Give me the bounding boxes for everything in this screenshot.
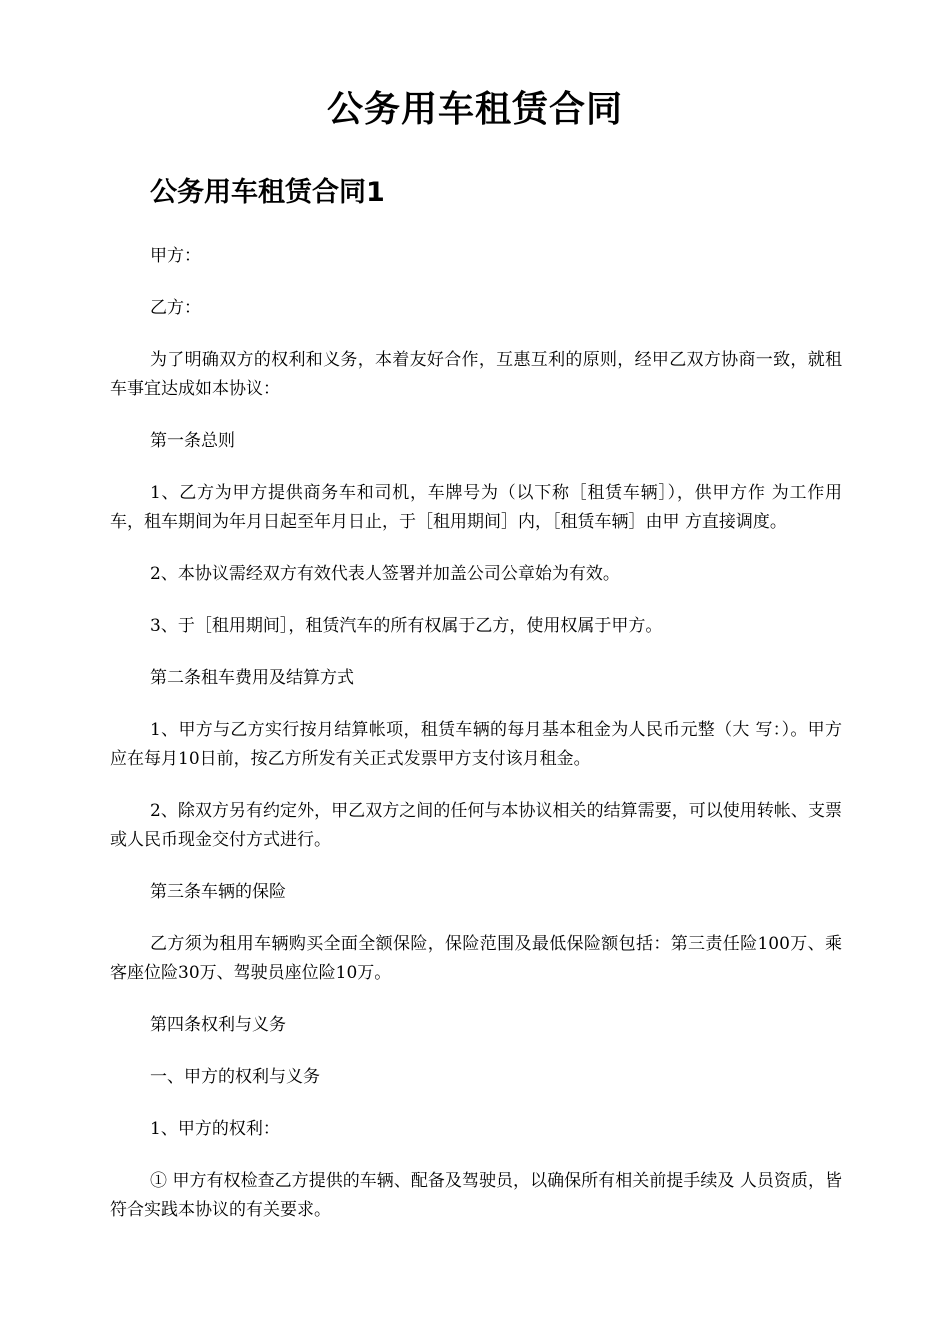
article-1-clause-1: 1、乙方为甲方提供商务车和司机，车牌号为（以下称［租赁车辆］），供甲方作 为工作用车，租车期间为年月日起至年月日止，于［租用期间］内，［租赁车辆］由甲 方直接调度。 xyxy=(110,483,842,532)
party-b-line: 乙方： xyxy=(150,298,201,318)
party-a-line: 甲方： xyxy=(150,246,201,266)
article-1-heading: 第一条总则 xyxy=(150,431,235,451)
document-title: 公务用车租赁合同 xyxy=(326,89,623,130)
article-1-clause-3: 3、于［租用期间］，租赁汽车的所有权属于乙方，使用权属于甲方。 xyxy=(150,616,663,636)
section-title: 公务用车租赁合同1 xyxy=(150,177,385,208)
party-a-rights-heading: 1、甲方的权利： xyxy=(150,1119,280,1139)
article-2-clause-2: 2、除双方另有约定外，甲乙双方之间的任何与本协议相关的结算需要，可以使用转帐、支票或人民币现金交付方式进行。 xyxy=(110,801,842,850)
document-body xyxy=(110,242,842,1248)
preamble-paragraph: 为了明确双方的权利和义务，本着友好合作，互惠互利的原则，经甲乙双方协商一致，就租车事宜达成如本协议： xyxy=(110,350,842,399)
article-2-clause-1: 1、甲方与乙方实行按月结算帐项，租赁车辆的每月基本租金为人民币元整（大 写：）。甲方应在每月10日前，按乙方所发有关正式发票甲方支付该月租金。 xyxy=(110,720,842,769)
article-4-heading: 第四条权利与义务 xyxy=(150,1015,286,1035)
article-2-heading: 第二条租车费用及结算方式 xyxy=(150,668,354,688)
article-3-heading: 第三条车辆的保险 xyxy=(150,882,286,902)
party-a-rights-item-1: ① 甲方有权检查乙方提供的车辆、配备及驾驶员，以确保所有相关前提手续及 人员资质，皆符合实践本协议的有关要求。 xyxy=(110,1171,842,1220)
article-4-subheading: 一、甲方的权利与义务 xyxy=(150,1067,320,1087)
article-3-clause: 乙方须为租用车辆购买全面全额保险，保险范围及最低保险额包括：第三责任险100万、乘客座位险30万、驾驶员座位险10万。 xyxy=(110,934,842,983)
article-1-clause-2: 2、本协议需经双方有效代表人签署并加盖公司公章始为有效。 xyxy=(150,564,620,584)
